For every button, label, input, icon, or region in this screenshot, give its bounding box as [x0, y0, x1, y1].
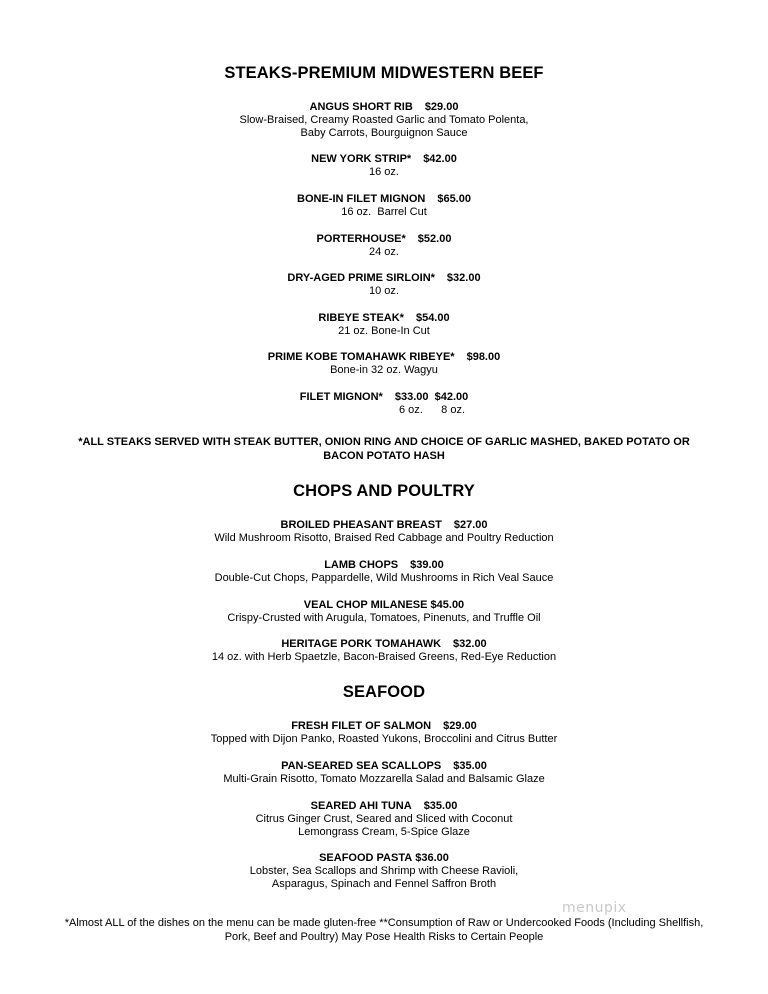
item-name: NEW YORK STRIP* — [311, 153, 412, 165]
item-description: Double-Cut Chops, Pappardelle, Wild Mushrooms in Rich Veal Sauce — [214, 572, 554, 584]
item-description: Lobster, Sea Scallops and Shrimp with Cheese Ravioli, — [249, 865, 519, 877]
item-name: ANGUS SHORT RIB — [309, 101, 413, 113]
item-price: $36.00 — [415, 852, 449, 864]
item-description: Asparagus, Spinach and Fennel Saffron Broth — [271, 878, 497, 890]
item-name: HERITAGE PORK TOMAHAWK — [281, 638, 442, 650]
item-description: 16 oz. — [369, 166, 399, 178]
item-description: 16 oz. Barrel Cut — [341, 206, 427, 218]
menu-item-pan-seared-sea-scallops — [0, 760, 768, 786]
menu-item-porterhouse — [0, 233, 768, 259]
item-name: SEAFOOD PASTA — [319, 852, 413, 864]
item-name: FRESH FILET OF SALMON — [291, 720, 432, 732]
item-price: $98.00 — [466, 351, 501, 363]
item-description: 6 oz. 8 oz. — [398, 404, 466, 416]
item-price: $32.00 — [446, 272, 481, 284]
item-price: $39.00 — [410, 559, 444, 571]
menu-item-new-york-strip — [0, 153, 768, 179]
item-description: Citrus Ginger Crust, Seared and Sliced with Coconut — [255, 813, 513, 825]
item-name: PORTERHOUSE* — [316, 233, 406, 245]
item-price: $33.00 $42.00 — [394, 391, 469, 403]
menu-item-angus-short-rib — [0, 101, 768, 140]
item-name: PAN-SEARED SEA SCALLOPS — [281, 760, 442, 772]
item-name: FILET MIGNON* — [299, 391, 383, 403]
menu-item-ribeye-steak — [0, 312, 768, 338]
item-price: $27.00 — [453, 519, 488, 531]
menu-item-veal-chop-milanese — [0, 599, 768, 625]
item-description: Bone-in 32 oz. Wagyu — [330, 364, 438, 376]
item-name: RIBEYE STEAK* — [318, 312, 404, 324]
steaks-note: *ALL STEAKS SERVED WITH STEAK BUTTER, ONION RING AND CHOICE OF GARLIC MASHED, BAKED POTATO OR BACON POTATO HASH — [78, 436, 690, 462]
item-name: BONE-IN FILET MIGNON — [297, 193, 426, 205]
section-title-steaks: STEAKS-PREMIUM MIDWESTERN BEEF — [224, 64, 544, 82]
item-description: Topped with Dijon Panko, Roasted Yukons, Broccolini and Citrus Butter — [210, 733, 558, 745]
item-price: $29.00 — [424, 101, 459, 113]
item-description: Multi-Grain Risotto, Tomato Mozzarella Salad and Balsamic Glaze — [223, 773, 545, 785]
item-description: 24 oz. — [369, 246, 399, 258]
menu-item-prime-kobe-tomahawk-ribeye — [0, 351, 768, 377]
item-description: 14 oz. with Herb Spaetzle, Bacon-Braised Greens, Red-Eye Reduction — [211, 651, 557, 663]
section-title-seafood: SEAFOOD — [342, 683, 426, 701]
item-description: 10 oz. — [369, 285, 399, 297]
item-name: BROILED PHEASANT BREAST — [280, 519, 442, 531]
item-description: Lemongrass Cream, 5-Spice Glaze — [298, 826, 470, 838]
item-price: $32.00 — [453, 638, 487, 650]
item-price: $45.00 — [430, 599, 465, 611]
menu-item-filet-mignon — [0, 391, 768, 417]
item-price: $35.00 — [423, 800, 458, 812]
item-name: DRY-AGED PRIME SIRLOIN* — [287, 272, 435, 284]
item-name: LAMB CHOPS — [324, 559, 399, 571]
item-price: $52.00 — [417, 233, 452, 245]
item-price: $42.00 — [423, 153, 457, 165]
menu-item-seared-ahi-tuna — [0, 800, 768, 839]
section-title-chops-and-poultry: CHOPS AND POULTRY — [293, 482, 475, 500]
item-description: Slow-Braised, Creamy Roasted Garlic and Tomato Polenta, — [239, 114, 529, 126]
item-description: 21 oz. Bone-In Cut — [338, 325, 430, 337]
menu-item-broiled-pheasant-breast — [0, 519, 768, 545]
footer-disclaimer: *Almost ALL of the dishes on the menu can be made gluten-free **Consumption of Raw or Undercooked Foods (Including Shellfish, Pork, Beef and Poultry) May Pose Health Risks to Certain People — [64, 917, 704, 943]
menu-item-fresh-filet-of-salmon — [0, 720, 768, 746]
watermark: menupix — [562, 900, 627, 916]
item-description: Baby Carrots, Bourguignon Sauce — [300, 127, 468, 139]
item-price: $54.00 — [415, 312, 450, 324]
menu-item-lamb-chops — [0, 559, 768, 585]
menu-item-seafood-pasta — [0, 852, 768, 891]
item-name: SEARED AHI TUNA — [310, 800, 412, 812]
item-price: $29.00 — [443, 720, 477, 732]
item-description: Crispy-Crusted with Arugula, Tomatoes, Pinenuts, and Truffle Oil — [227, 612, 541, 624]
item-description: Wild Mushroom Risotto, Braised Red Cabbage and Poultry Reduction — [214, 532, 554, 544]
menu-item-dry-aged-prime-sirloin — [0, 272, 768, 298]
item-price: $65.00 — [437, 193, 471, 205]
item-price: $35.00 — [453, 760, 487, 772]
item-name: VEAL CHOP MILANESE — [303, 599, 428, 611]
item-name: PRIME KOBE TOMAHAWK RIBEYE* — [267, 351, 455, 363]
menu-item-bone-in-filet-mignon — [0, 193, 768, 219]
menu-item-heritage-pork-tomahawk — [0, 638, 768, 664]
